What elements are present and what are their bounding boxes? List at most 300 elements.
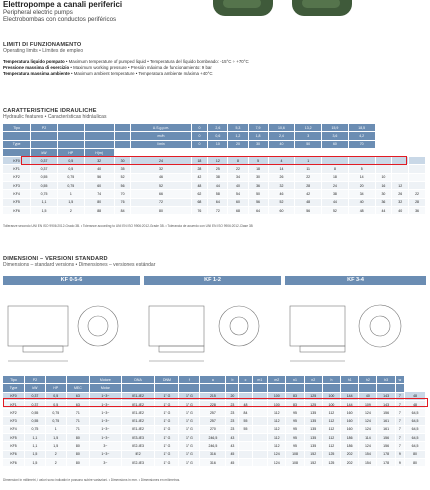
table-cell: 124 xyxy=(359,417,377,425)
table-cell: 72 xyxy=(208,206,228,214)
table-cell: 71 xyxy=(66,409,89,417)
table-cell: 257 xyxy=(200,417,226,425)
table-cell: 32 xyxy=(392,198,409,206)
table-cell: 1" G xyxy=(155,450,179,458)
table-row xyxy=(3,206,426,214)
table-cell: 0,75 xyxy=(57,182,84,190)
hydraulic-heading: CARATTERISTICHE IDRAULICHE xyxy=(3,108,97,114)
table-cell xyxy=(84,132,114,140)
table-cell: 48 xyxy=(405,392,426,400)
table-cell xyxy=(239,450,252,458)
table-row xyxy=(3,417,426,425)
table-cell: 64,5 xyxy=(405,425,426,433)
limit-row: Pressione massima di esercizio • Maximum working pressure • Presión máxima de funcionamiento: 9 bar xyxy=(3,65,212,71)
table-cell: 7 xyxy=(395,409,404,417)
table-cell: n1 xyxy=(286,376,304,384)
table-cell xyxy=(31,140,58,148)
table-cell: 1,5 xyxy=(45,442,66,450)
table-cell: 44 xyxy=(322,198,349,206)
table-cell: 42 xyxy=(295,190,322,198)
table-cell: KF2 xyxy=(3,409,25,417)
table-cell: 52 xyxy=(268,198,295,206)
table-row xyxy=(3,409,426,417)
table-cell: 2 xyxy=(45,450,66,458)
table-cell xyxy=(239,458,252,466)
table-cell: KF6 xyxy=(3,458,25,466)
table-cell: 124 xyxy=(359,442,377,450)
table-cell: 88 xyxy=(84,206,114,214)
limits-subheading: Operating limits • Límites de empleo xyxy=(3,48,84,54)
table-cell: 7 xyxy=(395,425,404,433)
table-cell: 1,1 xyxy=(31,198,58,206)
table-cell: 246,5 xyxy=(200,434,226,442)
table-cell xyxy=(155,384,179,392)
table-cell: m2 xyxy=(268,376,286,384)
table-cell: 2 xyxy=(57,206,84,214)
table-cell: 40 xyxy=(392,206,409,214)
table-cell: 3~ xyxy=(90,442,122,450)
table-cell: 23 xyxy=(226,409,239,417)
table-cell: 28 xyxy=(191,165,208,173)
table-cell: 1" G xyxy=(179,425,200,433)
table-cell: 45 xyxy=(226,450,239,458)
table-cell: 9 xyxy=(395,458,404,466)
table-cell: 186 xyxy=(341,434,359,442)
table-cell: 7 xyxy=(395,417,404,425)
table-cell: m³/h xyxy=(131,132,191,140)
table-cell: 316 xyxy=(200,450,226,458)
table-cell: 228 xyxy=(200,400,226,408)
table-cell: 114 xyxy=(359,434,377,442)
table-cell: 124 xyxy=(359,409,377,417)
table-cell: 74 xyxy=(84,190,114,198)
table-cell xyxy=(45,376,66,384)
table-cell: 0,5 xyxy=(45,400,66,408)
table-cell: 112 xyxy=(268,417,286,425)
table-cell: 25 xyxy=(208,165,228,173)
table-cell xyxy=(239,384,252,392)
table-cell: 0,75 xyxy=(25,425,46,433)
table-cell: h2 xyxy=(359,376,377,384)
table-cell: 1~3~ xyxy=(90,409,122,417)
table-cell: 95 xyxy=(286,434,304,442)
table-cell: b xyxy=(226,376,239,384)
table-cell: 1" G xyxy=(179,442,200,450)
table-cell: 52 xyxy=(322,206,349,214)
table-header-row xyxy=(3,140,426,148)
table-cell: 48 xyxy=(191,182,208,190)
table-cell: 160 xyxy=(341,417,359,425)
table-row xyxy=(3,165,426,173)
table-cell: 125 xyxy=(304,400,322,408)
table-cell: 124 xyxy=(359,425,377,433)
highlight-box-hydraulic xyxy=(21,156,407,165)
table-cell: 48 xyxy=(239,400,252,408)
table-cell: 84 xyxy=(114,206,131,214)
table-cell: 8 xyxy=(322,165,349,173)
table-cell: 23 xyxy=(226,417,239,425)
table-cell: 62 xyxy=(191,190,208,198)
table-cell: c xyxy=(239,376,252,384)
table-cell: 40 xyxy=(228,182,248,190)
table-cell: 0,55 xyxy=(25,409,46,417)
table-cell: 18,5 xyxy=(348,124,375,132)
table-cell xyxy=(392,165,409,173)
table-cell xyxy=(252,384,268,392)
table-cell: 64 xyxy=(208,198,228,206)
table-cell: 5 xyxy=(248,157,268,165)
table-cell: 18 xyxy=(322,173,349,181)
table-cell: 11 xyxy=(295,165,322,173)
table-cell: 1" G xyxy=(179,450,200,458)
table-cell: 48 xyxy=(405,400,426,408)
table-cell: 1" G xyxy=(179,400,200,408)
table-cell: 40 xyxy=(84,165,114,173)
table-cell: 35 xyxy=(114,165,131,173)
table-cell xyxy=(84,124,114,132)
table-cell: 54 xyxy=(228,190,248,198)
table-row xyxy=(3,458,426,466)
table-cell: 70 xyxy=(114,190,131,198)
table-cell: 135 xyxy=(304,442,322,450)
table-cell: 1" G xyxy=(155,442,179,450)
table-cell: 64,5 xyxy=(405,434,426,442)
table-cell xyxy=(341,384,359,392)
table-cell: 154 xyxy=(359,458,377,466)
table-cell: 1 xyxy=(57,190,84,198)
table-cell: 63 xyxy=(66,392,89,400)
table-cell: HP xyxy=(57,148,84,156)
table-cell: 156 xyxy=(377,442,395,450)
table-cell: 26 xyxy=(268,173,295,181)
table-cell: 12 xyxy=(208,157,228,165)
table-cell: 1" G xyxy=(179,434,200,442)
table-cell: 0 xyxy=(191,132,208,140)
table-cell: 112 xyxy=(268,425,286,433)
table-cell: 100 xyxy=(322,400,340,408)
table-cell: MEC xyxy=(66,384,89,392)
table-cell: 144 xyxy=(341,392,359,400)
table-cell: HP xyxy=(45,384,66,392)
table-cell: 14 xyxy=(348,173,375,181)
table-cell: kW xyxy=(31,148,58,156)
table-cell: 124 xyxy=(268,458,286,466)
table-cell: Tipo xyxy=(3,376,25,384)
table-cell: w xyxy=(395,376,404,384)
table-cell: KF0 xyxy=(3,392,25,400)
table-cell: 100 xyxy=(322,392,340,400)
table-cell: 8 xyxy=(228,157,248,165)
table-cell: 43 xyxy=(226,434,239,442)
table-cell xyxy=(252,417,268,425)
table-cell: 1,5 xyxy=(45,434,66,442)
table-cell: 1,5 xyxy=(57,198,84,206)
limit-row: Temperatura liquido pompato • Maximum temperature of pumped liquid • Temperatura del líquido bombeado: -15°C ÷ +70°C xyxy=(3,59,249,64)
table-cell: KF3 xyxy=(3,417,25,425)
table-cell: 22 xyxy=(409,190,426,198)
table-cell: KF0 xyxy=(3,157,31,165)
table-cell: 160 xyxy=(341,409,359,417)
table-cell: IE1-IE2 xyxy=(121,392,155,400)
table-cell xyxy=(377,384,395,392)
table-cell: 50 xyxy=(248,190,268,198)
table-row xyxy=(3,173,426,181)
table-cell: 60 xyxy=(268,206,295,214)
table-cell: 3,6 xyxy=(322,132,349,140)
table-cell: 202 xyxy=(341,458,359,466)
table-cell: 1" G xyxy=(155,417,179,425)
table-cell: 14 xyxy=(268,165,295,173)
pump-image-right xyxy=(292,0,352,16)
table-cell: 60 xyxy=(84,182,114,190)
limits-section xyxy=(3,42,423,78)
table-cell: 24 xyxy=(131,157,191,165)
table-cell: 1~3~ xyxy=(90,425,122,433)
table-cell: IE1-IE2 xyxy=(121,400,155,408)
table-cell: 316 xyxy=(200,458,226,466)
table-cell: 52 xyxy=(114,173,131,181)
table-cell: 24 xyxy=(322,182,349,190)
table-cell xyxy=(239,442,252,450)
table-cell: 42 xyxy=(191,173,208,181)
table-cell: 178 xyxy=(377,450,395,458)
table-cell: 0,5 xyxy=(57,157,84,165)
table-cell: 1,8 xyxy=(248,132,268,140)
table-cell: 1~3~ xyxy=(90,450,122,458)
table-cell: 16 xyxy=(375,182,392,190)
table-cell: 10,6 xyxy=(268,124,295,132)
table-cell: 1,1 xyxy=(25,434,46,442)
table-cell xyxy=(322,384,340,392)
table-cell: 63 xyxy=(66,400,89,408)
table-cell: h1 xyxy=(341,376,359,384)
table-cell: 112 xyxy=(322,434,340,442)
hydraulic-note: Tolleranze secondo UNI EN ISO 9906:2012-Grado 3B. • Tolerance according to UNI EN ISO 9906:2012-Grade 3B. • Tolerancia de acuerdo con UNI EN ISO 9906:2012-Clase 3B xyxy=(3,224,253,228)
table-cell: KF4 xyxy=(3,425,25,433)
table-cell: 60 xyxy=(322,140,349,148)
table-cell xyxy=(395,384,404,392)
table-cell: 55 xyxy=(239,417,252,425)
table-cell xyxy=(114,140,131,148)
table-cell: U.S.g.p.m. xyxy=(131,124,191,132)
table-cell: 80 xyxy=(405,458,426,466)
table-cell: 30 xyxy=(248,140,268,148)
table-cell: KF3 xyxy=(3,182,31,190)
dimensions-section xyxy=(3,256,155,268)
table-cell: 124 xyxy=(268,450,286,458)
table-cell: 112 xyxy=(322,425,340,433)
hydraulic-table xyxy=(3,124,426,215)
table-cell xyxy=(286,384,304,392)
table-cell xyxy=(252,458,268,466)
panel-title-kf34: KF 3-4 xyxy=(285,276,426,285)
table-cell: 34 xyxy=(348,190,375,198)
table-cell: 30 xyxy=(114,157,131,165)
table-cell: 135 xyxy=(304,425,322,433)
table-cell xyxy=(375,165,392,173)
table-cell: 152 xyxy=(304,458,322,466)
drawing-kf12 xyxy=(149,306,259,361)
table-cell: 0,5 xyxy=(45,392,66,400)
table-cell: 0,75 xyxy=(57,173,84,181)
table-cell: 161 xyxy=(377,425,395,433)
table-cell: 44 xyxy=(375,206,392,214)
table-cell: KF2 xyxy=(3,173,31,181)
table-cell: P2 xyxy=(31,124,58,132)
table-cell: 135 xyxy=(304,409,322,417)
table-cell: 83 xyxy=(286,400,304,408)
table-cell: 1" G xyxy=(179,417,200,425)
table-cell: 1" G xyxy=(179,458,200,466)
table-cell xyxy=(114,124,131,132)
table-cell: 0,37 xyxy=(25,400,46,408)
table-cell: 56 xyxy=(248,198,268,206)
table-cell: 215 xyxy=(200,392,226,400)
table-cell: 7 xyxy=(395,434,404,442)
table-cell: 1,5 xyxy=(25,450,46,458)
table-cell: 46 xyxy=(268,190,295,198)
table-cell xyxy=(57,124,84,132)
table-cell: 0 xyxy=(191,140,208,148)
table-cell: 7 xyxy=(395,442,404,450)
page-header xyxy=(3,0,122,23)
table-row xyxy=(3,182,426,190)
table-row xyxy=(3,198,426,206)
table-cell: 125 xyxy=(304,392,322,400)
table-cell: 36 xyxy=(375,198,392,206)
table-cell xyxy=(121,384,155,392)
table-cell: 0,75 xyxy=(31,190,58,198)
table-cell: 152 xyxy=(304,450,322,458)
table-cell: 0,75 xyxy=(45,417,66,425)
table-cell: 80 xyxy=(84,198,114,206)
table-cell: 80 xyxy=(131,206,191,214)
dimensions-note: Dimensioni in millimetri, i valori sono indicativi e possono subire variazioni. • Dimensions in mm. • Dimensiones en milímetros. xyxy=(3,478,181,482)
drawing-kf056 xyxy=(8,306,118,361)
table-cell: Tipo xyxy=(3,124,31,132)
table-cell: 143 xyxy=(377,392,395,400)
table-cell: 0,75 xyxy=(45,409,66,417)
table-row xyxy=(3,442,426,450)
table-cell: KF1 xyxy=(3,165,31,173)
table-cell: DNA xyxy=(121,376,155,384)
table-cell: 112 xyxy=(322,442,340,450)
table-cell: 1,5 xyxy=(31,206,58,214)
table-cell: 80 xyxy=(66,442,89,450)
table-cell xyxy=(409,182,426,190)
table-cell: 154 xyxy=(359,450,377,458)
table-cell: 3~ xyxy=(90,458,122,466)
table-cell: 84 xyxy=(239,409,252,417)
table-cell: 1,5 xyxy=(25,458,46,466)
table-cell: 7,9 xyxy=(248,124,268,132)
table-cell: l/min xyxy=(131,140,191,148)
table-cell: 13,2 xyxy=(295,124,322,132)
table-cell: 26 xyxy=(392,190,409,198)
table-cell: 125 xyxy=(322,458,340,466)
table-cell: 32 xyxy=(131,165,191,173)
table-cell: 34 xyxy=(228,173,248,181)
table-cell: 178 xyxy=(377,458,395,466)
table-cell: 0,55 xyxy=(31,182,58,190)
table-cell: 36 xyxy=(409,206,426,214)
table-row xyxy=(3,425,426,433)
table-cell: IE2 xyxy=(121,450,155,458)
table-cell xyxy=(114,132,131,140)
table-cell: 1" G xyxy=(179,392,200,400)
table-cell: 0,6 xyxy=(208,132,228,140)
table-cell: Type xyxy=(3,140,31,148)
table-cell: 76 xyxy=(114,198,131,206)
table-cell: IE1-IE2 xyxy=(121,417,155,425)
table-cell: 161 xyxy=(377,417,395,425)
table-cell: 22 xyxy=(228,165,248,173)
page-title: Elettropompe a canali periferici xyxy=(3,0,123,9)
table-cell xyxy=(304,384,322,392)
table-header-row xyxy=(3,384,426,392)
table-cell: 186 xyxy=(341,442,359,450)
limits-heading: LIMITI DI FUNZIONAMENTO xyxy=(3,42,82,48)
table-cell: 66 xyxy=(131,190,191,198)
table-cell: 109 xyxy=(359,400,377,408)
table-cell: 76 xyxy=(191,206,208,214)
dimensions-table xyxy=(3,376,426,467)
table-cell: 1~3~ xyxy=(90,392,122,400)
table-cell: 5 xyxy=(348,165,375,173)
table-cell: 70 xyxy=(348,140,375,148)
table-header-row xyxy=(3,124,426,132)
table-cell: IE1-IE2 xyxy=(121,409,155,417)
table-cell: 2,4 xyxy=(268,132,295,140)
table-cell: 156 xyxy=(377,409,395,417)
table-cell: 56 xyxy=(114,182,131,190)
table-cell: DNM xyxy=(155,376,179,384)
table-cell: Motore xyxy=(90,376,122,384)
drawing-kf34 xyxy=(290,305,401,361)
pump-image-left xyxy=(213,0,273,16)
table-cell: 46 xyxy=(131,173,191,181)
table-cell: 80 xyxy=(66,434,89,442)
table-cell: Motor xyxy=(90,384,122,392)
table-cell: 160 xyxy=(341,425,359,433)
table-cell: 32 xyxy=(84,157,114,165)
dimensions-heading: DIMENSIONI – VERSIONI STANDARD xyxy=(3,256,108,262)
table-cell: 112 xyxy=(268,409,286,417)
table-cell: 1~3~ xyxy=(90,400,122,408)
table-cell: 12 xyxy=(392,182,409,190)
dimensions-subheading: Dimensions – standard versions • Dimensiones – versiones estándar xyxy=(3,262,156,268)
limit-row: Temperatura massima ambiente • Maximum ambient temperature • Temperatura ambiente máxima +40°C xyxy=(3,71,213,77)
table-cell: 68 xyxy=(191,198,208,206)
table-cell: 55 xyxy=(239,425,252,433)
table-cell: 156 xyxy=(377,434,395,442)
table-cell: 4,2 xyxy=(348,132,375,140)
table-cell xyxy=(3,132,31,140)
table-cell: 45 xyxy=(226,458,239,466)
table-cell: h xyxy=(322,376,340,384)
table-cell: 56 xyxy=(84,173,114,181)
table-cell: 20 xyxy=(348,182,375,190)
table-cell: 7 xyxy=(395,392,404,400)
table-cell: f xyxy=(179,376,200,384)
table-cell: 1 xyxy=(295,157,322,165)
table-row xyxy=(3,190,426,198)
table-cell: 23 xyxy=(226,400,239,408)
table-cell: 18 xyxy=(191,157,208,165)
table-cell: 100 xyxy=(268,400,286,408)
table-cell: 95 xyxy=(286,417,304,425)
table-row xyxy=(3,450,426,458)
